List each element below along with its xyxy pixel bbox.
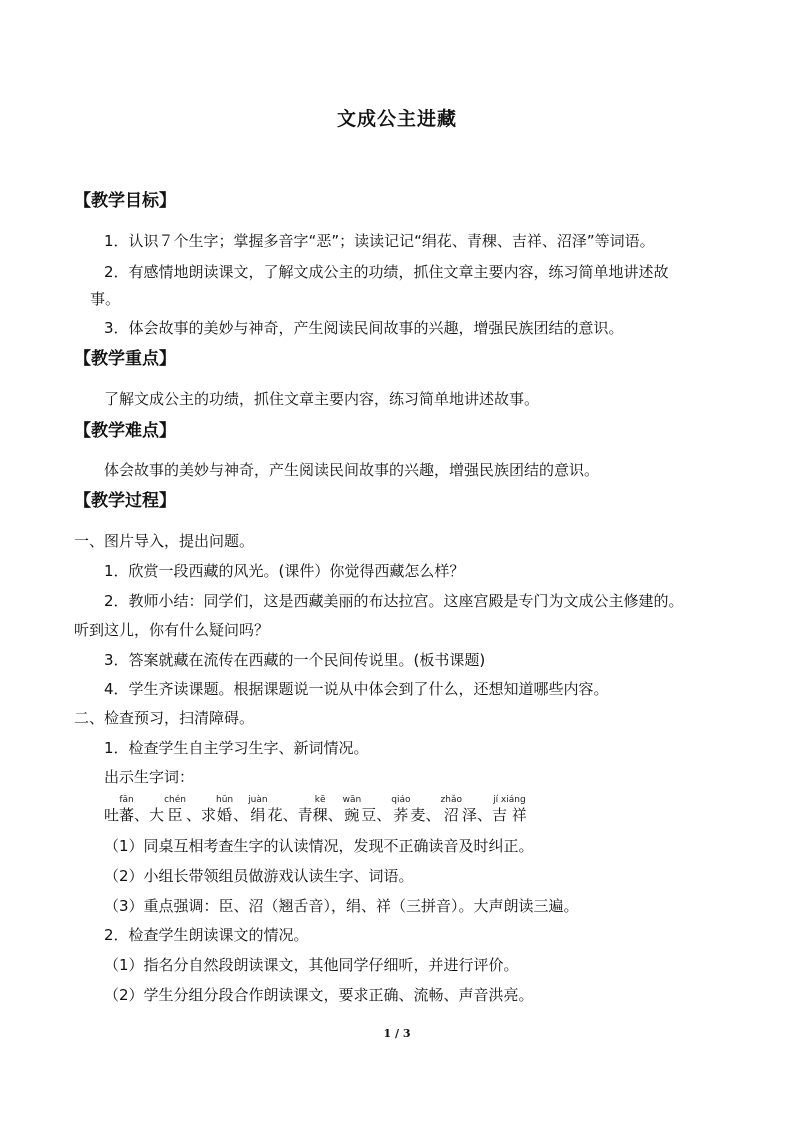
vocab-char: 婚 — [217, 806, 233, 824]
part1-line-2-cont: 听到这儿，你有什么疑问吗？ — [74, 621, 270, 639]
vocab-item — [104, 796, 149, 824]
vocab-ruby — [313, 796, 328, 824]
vocab-pinyin: kē — [314, 795, 326, 805]
vocab-item — [492, 796, 527, 824]
vocab-char: 豌 — [344, 806, 360, 824]
vocab-pre: 青 — [297, 806, 313, 824]
vocab-post: 、 — [327, 806, 343, 824]
vocab-item — [149, 796, 201, 824]
vocab-pre: 大 — [149, 806, 165, 824]
vocab-char: 蕃 — [119, 806, 135, 824]
vocab-item — [343, 796, 392, 824]
vocab-pre: 吐 — [104, 806, 120, 824]
vocab-char: 沼 — [443, 806, 459, 824]
part2-step-5: （1）指名分自然段朗读课文，其他同学仔细听，并进行评价。 — [104, 956, 519, 974]
part1-line-4: 4．学生齐读课题。根据课题说一说从中体会到了什么，还想知道哪些内容。 — [104, 680, 609, 698]
vocab-post: 麦、 — [410, 806, 441, 824]
vocab-pinyin: hūn — [216, 795, 234, 805]
vocab-post: 豆、 — [361, 806, 392, 824]
vocab-ruby — [492, 796, 527, 824]
vocab-ruby — [164, 796, 186, 824]
goal-item-2: 2．有感情地朗读课文，了解文成公主的功绩，抓住文章主要内容，练习简单地讲述故 — [104, 263, 669, 281]
vocab-ruby — [119, 796, 134, 824]
vocab-item — [298, 796, 343, 824]
part2-line-2: 出示生字词： — [104, 768, 195, 786]
vocab-char: 臣 — [167, 806, 183, 824]
vocab-pinyin: chén — [164, 795, 186, 805]
vocab-ruby — [216, 796, 233, 824]
vocab-pinyin: qiáo — [391, 795, 411, 805]
vocab-pinyin: zhǎo — [440, 795, 462, 805]
part1-line-1: 1．欣赏一段西藏的风光。(课件）你觉得西藏怎么样？ — [104, 562, 465, 580]
vocab-pinyin: jí xiáng — [493, 795, 526, 805]
vocab-ruby — [441, 796, 462, 824]
part2-step-4: 2．检查学生朗读课文的情况。 — [104, 926, 309, 944]
vocab-pre: 求 — [200, 806, 216, 824]
process-heading: 【教学过程】 — [74, 491, 176, 511]
vocab-char: 荞 — [393, 806, 409, 824]
vocab-post: 花、 — [267, 806, 298, 824]
page-number: 1 / 3 — [383, 1027, 411, 1040]
difficulties-text: 体会故事的美妙与神奇，产生阅读民间故事的兴趣，增强民族团结的意识。 — [104, 461, 600, 479]
part2-line-1: 1．检查学生自主学习生字、新词情况。 — [104, 739, 369, 757]
vocab-ruby — [391, 796, 410, 824]
vocab-pinyin: fān — [119, 795, 134, 805]
vocab-item — [391, 796, 440, 824]
vocab-pinyin: wān — [342, 795, 362, 805]
page-title: 文成公主进藏 — [336, 108, 457, 130]
vocab-char: 吉 祥 — [491, 806, 527, 824]
goals-heading: 【教学目标】 — [74, 191, 176, 211]
part2-title: 二、检查预习，扫清障碍。 — [74, 709, 255, 727]
vocab-ruby — [248, 796, 267, 824]
vocab-pinyin: juàn — [248, 795, 268, 805]
vocab-item — [248, 796, 297, 824]
vocab-char: 绢 — [250, 806, 266, 824]
vocab-post: 、 — [233, 806, 249, 824]
goal-item-3: 3．体会故事的美妙与神奇，产生阅读民间故事的兴趣，增强民族团结的意识。 — [104, 319, 624, 337]
vocab-post: 、 — [185, 806, 201, 824]
part2-step-3: （3）重点强调：臣、沼（翘舌音），绢、祥（三拼音）。大声朗读三遍。 — [104, 897, 579, 915]
key-points-heading: 【教学重点】 — [74, 349, 176, 369]
vocab-list — [104, 796, 527, 824]
part1-title: 一、图片导入，提出问题。 — [74, 532, 255, 550]
key-points-text: 了解文成公主的功绩，抓住文章主要内容，练习简单地讲述故事。 — [104, 390, 540, 408]
part2-step-6: （2）学生分组分段合作朗读课文，要求正确、流畅、声音洪亮。 — [104, 986, 534, 1004]
part2-step-2: （2）小组长带领组员做游戏认读生字、词语。 — [104, 867, 414, 885]
vocab-item — [441, 796, 492, 824]
vocab-post: 、 — [134, 806, 150, 824]
part2-step-1: （1）同桌互相考查生字的认读情况，发现不正确读音及时纠正。 — [104, 837, 534, 855]
goal-item-2-cont: 事。 — [90, 290, 121, 308]
vocab-ruby — [343, 796, 362, 824]
part1-line-2: 2．教师小结：同学们，这是西藏美丽的布达拉宫。这座宫殿是专门为文成公主修建的。 — [104, 592, 684, 610]
vocab-char: 稞 — [312, 806, 328, 824]
vocab-post: 泽、 — [461, 806, 492, 824]
difficulties-heading: 【教学难点】 — [74, 421, 176, 441]
goal-item-1: 1．认识７个生字；掌握多音字“恶”；读读记记“绢花、青稞、吉祥、沼泽”等词语。 — [104, 232, 655, 250]
vocab-item — [201, 796, 248, 824]
part1-line-3: 3．答案就藏在流传在西藏的一个民间传说里。(板书课题) — [104, 651, 486, 669]
